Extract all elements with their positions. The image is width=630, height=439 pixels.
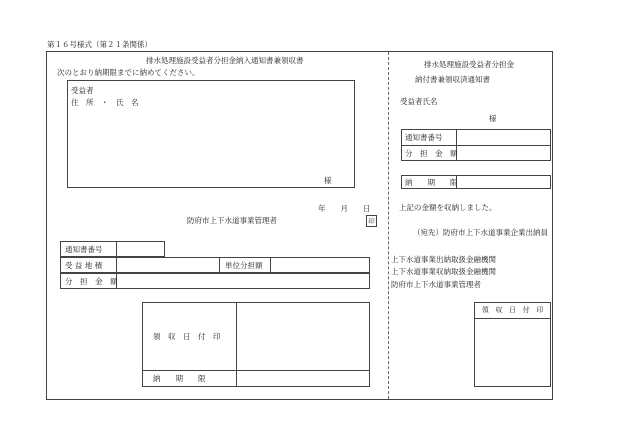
deadline-label: 納 期 限 (153, 374, 206, 383)
payer-honorific: 様 (489, 114, 497, 123)
slip-title-2: 納付書兼領収済通知書 (415, 75, 490, 84)
receipt-stamp-label: 領 収 日 付 印 (153, 332, 221, 341)
manager-name: 防府市上下水道事業管理者 (391, 280, 481, 289)
notice-title: 排水処理施設受益者分担金納入通知書兼領収書 (146, 56, 304, 65)
issuer-name: 防府市上下水道事業管理者 (187, 216, 277, 225)
land-row (60, 257, 370, 273)
amount-label: 分 担 金 額 (65, 277, 118, 286)
issue-date: 年 月 日 (318, 204, 371, 213)
honorific: 様 (324, 176, 332, 185)
recipient-box (67, 80, 355, 188)
slip-stamp-label: 領 収 日 付 印 (482, 306, 544, 314)
addressee-text: （宛先）防府市上下水道事業企業出納員 (413, 228, 548, 237)
address-name-label: 住 所 ・ 氏 名 (71, 98, 139, 107)
perforation-line (388, 52, 389, 399)
slip-title-1: 排水処理施設受益者分担金 (424, 60, 514, 69)
bank-receipt: 上下水道事業収納取扱金融機関 (391, 267, 496, 276)
slip-notice-number-label: 通知書番号 (405, 133, 443, 142)
bank-disbursement: 上下水道事業出納取扱金融機関 (391, 255, 496, 264)
slip-amount-label: 分 担 金 額 (405, 149, 458, 158)
form-number: 第１６号様式（第２１条関係） (47, 40, 152, 49)
payer-label: 受益者氏名 (400, 97, 438, 106)
instruction-text: 次のとおり納期限までに納めてください。 (57, 68, 200, 77)
land-label: 受 益 地 積 (65, 261, 103, 270)
unit-amount-label: 単位分担額 (225, 261, 263, 270)
slip-deadline-label: 納 期 限 (405, 178, 458, 187)
seal-mark: 印 (366, 215, 377, 227)
notice-number-label: 通知書番号 (65, 245, 103, 254)
recipient-label: 受益者 (71, 86, 94, 95)
received-text: 上記の金額を収納しました。 (399, 203, 497, 212)
